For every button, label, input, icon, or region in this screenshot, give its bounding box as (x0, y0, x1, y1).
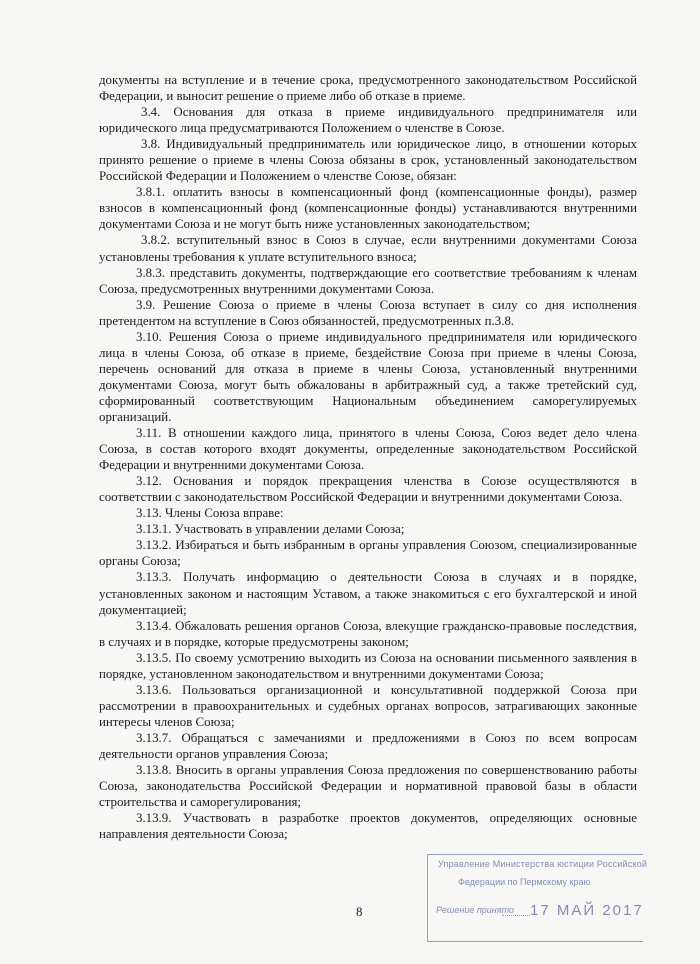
paragraph: 3.9. Решение Союза о приеме в члены Союза вступает в силу со дня исполнения претендентом на вступление в Союз обязанностей, предусмотренных п.3.8. (99, 297, 637, 328)
registration-stamp (427, 854, 648, 942)
stamp-line-authority: Управление Министерства юстиции Российской (438, 859, 648, 869)
paragraph: 3.10. Решения Союза о приеме индивидуального предпринимателя или юридического лица в члены Союза, об отказе в приеме, бездействие Союза при приеме в члены Союза, перечень оснований для отказа в приеме в члены Союза, установленный внутренними документами Союза, могут быть обжалованы в арбитражный суд, а также третейский суд, сформированный соответствующим Национальным объединением саморегулируемых организаций. (99, 329, 637, 424)
stamp-dotted-line (502, 915, 530, 916)
stamp-line-decision: Решение принято (436, 905, 514, 915)
paragraph: 3.13.3. Получать информацию о деятельности Союза в случаях и в порядке, установленных законом и настоящим Уставом, а также знакомиться с его бухгалтерской и иной документацией; (99, 570, 637, 617)
stamp-date: 17 МАЙ 2017 (530, 902, 644, 919)
paragraph: 3.13.7. Обращаться с замечаниями и предложениями в Союз по всем вопросам деятельности органов управления Союза; (99, 730, 637, 761)
paragraph: 3.13.9. Участвовать в разработке проектов документов, определяющих основные направления деятельности Союза; (99, 811, 637, 842)
paragraph: 3.4. Основания для отказа в приеме индивидуального предпринимателя или юридического лица предусматриваются Положением о членстве в Союзе. (99, 105, 637, 136)
paragraph: 3.13.6. Пользоваться организационной и консультативной поддержкой Союза при рассмотрении в правоохранительных и судебных органах вопросов, затрагивающих законные интересы членов Союза; (99, 682, 637, 729)
paragraph: 3.13.4. Обжаловать решения органов Союза, влекущие гражданско-правовые последствия, в случаях и в порядке, которые предусмотрены законом; (99, 618, 637, 649)
paragraph: 3.11. В отношении каждого лица, принятого в члены Союза, Союз ведет дело члена Союза, в состав которого входят документы, определенные законодательством Российской Федерации и внутренними документами Союза. (99, 426, 637, 473)
paragraph: 3.8.1. оплатить взносы в компенсационный фонд (компенсационные фонды), размер взносов в компенсационный фонд (компенсационные фонды) устанавливаются внутренними документами Союза и не могут быть ниже установленных законодательством; (99, 185, 637, 232)
paragraph: 3.13.2. Избираться и быть избранным в органы управления Союзом, специализированные органы Союза; (99, 538, 637, 569)
paragraph: 3.13.8. Вносить в органы управления Союза предложения по совершенствованию работы Союза, законодательства Российской Федерации и нормативной правовой базы в области строительства и саморегулирования; (99, 763, 637, 810)
document-body (99, 72, 637, 842)
paragraph: 3.13. Члены Союза вправе: (136, 506, 284, 521)
stamp-line-region: Федерации по Пермскому краю (458, 877, 591, 887)
paragraph: 3.12. Основания и порядок прекращения членства в Союзе осуществляются в соответствии с законодательством Российской Федерации и внутренними документами Союза. (99, 474, 637, 505)
paragraph: 3.13.5. По своему усмотрению выходить из Союза на основании письменного заявления в порядке, установленном законодательством и внутренними документами Союза; (99, 650, 637, 681)
paragraph: 3.8. Индивидуальный предприниматель или юридическое лицо, в отношении которых принято решение о приеме в члены Союза обязаны в срок, установленный законодательством Российской Федерации и Положением о членстве Союзе, обязан: (99, 137, 637, 184)
page-number: 8 (356, 905, 363, 919)
paragraph: 3.13.1. Участвовать в управлении делами Союза; (136, 522, 405, 537)
paragraph: 3.8.2. вступительный взнос в Союз в случае, если внутренними документами Союза установлены требования к уплате вступительного взноса; (99, 233, 637, 264)
paragraph: документы на вступление и в течение срока, предусмотренного законодательством Российской Федерации, и выносит решение о приеме либо об отказе в приеме. (99, 73, 637, 104)
paragraph: 3.8.3. представить документы, подтверждающие его соответствие требованиям к членам Союза, предусмотренных внутренними документами Союза. (99, 265, 637, 296)
